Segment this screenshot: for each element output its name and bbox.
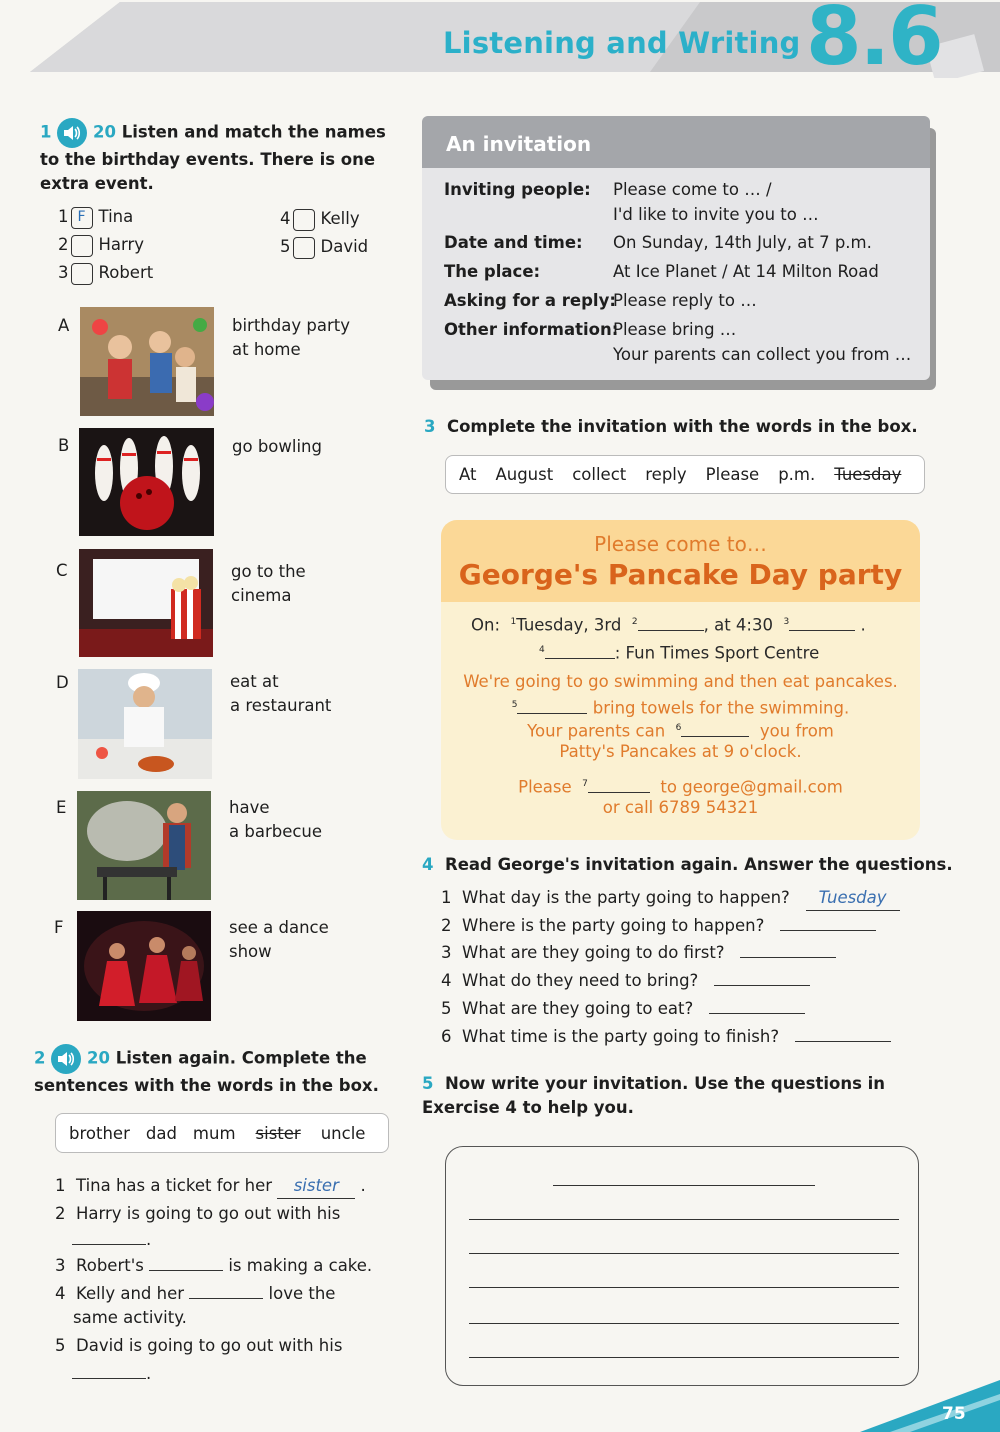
blank-number: 5	[511, 700, 518, 710]
writing-line[interactable]	[469, 1253, 899, 1254]
name-item-3	[58, 261, 153, 285]
word-chip: dad	[145, 1123, 177, 1143]
event-letter: F	[54, 918, 64, 937]
info-value: On Sunday, 14th July, at 7 p.m.	[613, 233, 872, 252]
card-blank[interactable]	[789, 617, 855, 631]
ex2-sentence-1	[55, 1174, 395, 1199]
name-item-2	[58, 233, 144, 257]
word-chip-used: sister	[255, 1123, 301, 1143]
card-answer: Tuesday	[516, 615, 584, 635]
event-line: show	[229, 942, 272, 961]
question-number: 2	[441, 916, 452, 935]
sentence-text: .	[360, 1176, 366, 1195]
card-activity: We're going to go swimming and then eat pancakes.	[463, 672, 898, 691]
info-value: Please bring …	[613, 320, 737, 339]
event-text	[232, 435, 322, 459]
ex2-sentence-2-blank	[72, 1228, 151, 1252]
writing-line[interactable]	[469, 1357, 899, 1358]
name-item-4	[280, 207, 360, 231]
answer-box[interactable]	[71, 263, 93, 285]
card-text: Your parents can	[527, 721, 666, 741]
unit-number: 8.6	[806, 0, 942, 83]
answer-blank[interactable]: sister	[277, 1174, 355, 1199]
answer-blank[interactable]	[740, 942, 836, 958]
sentence-number: 2	[55, 1204, 66, 1223]
info-value: Your parents can collect you from …	[613, 345, 912, 364]
answer-blank[interactable]: Tuesday	[806, 886, 900, 911]
ex3-instruction-text: Complete the invitation with the words in the box.	[446, 417, 918, 436]
card-text: Please	[518, 777, 572, 797]
question-number: 4	[441, 971, 452, 990]
photo-cinema	[79, 549, 213, 657]
question-text: What day is the party going to happen?	[462, 888, 790, 907]
ex2-number: 2	[34, 1048, 46, 1068]
card-blank[interactable]	[517, 700, 587, 714]
ex2-track: 20	[86, 1048, 110, 1068]
question-text: What are they going to do first?	[462, 943, 725, 962]
answer-box[interactable]	[293, 209, 315, 231]
question-number: 6	[441, 1027, 452, 1046]
photo-restaurant	[78, 669, 212, 779]
name-label: Tina	[98, 207, 134, 226]
sentence-number: 3	[55, 1256, 66, 1275]
event-line: a restaurant	[230, 696, 332, 715]
ex2-sentence-3	[55, 1254, 395, 1278]
event-line: eat at	[230, 672, 279, 691]
event-letter: E	[56, 798, 67, 817]
name-item-1	[58, 205, 133, 229]
ex1-track: 20	[92, 122, 116, 142]
question-number: 3	[441, 943, 452, 962]
photo-birthday-party	[80, 307, 214, 416]
writing-line[interactable]	[469, 1287, 899, 1288]
ex4-question-4	[441, 969, 810, 993]
sentence-text: Kelly and her	[76, 1284, 185, 1303]
word-chip: Please	[705, 465, 760, 484]
info-value: Please come to … /	[613, 180, 772, 199]
sentence-text: .	[146, 1364, 152, 1383]
ex2-sentence-5	[55, 1334, 375, 1358]
card-text: you from	[759, 721, 834, 741]
answer-blank[interactable]	[780, 915, 876, 931]
answer-blank[interactable]	[714, 970, 810, 986]
info-box-title: An invitation	[446, 132, 592, 156]
name-number: 1	[58, 207, 69, 226]
writing-line[interactable]	[469, 1323, 899, 1324]
card-blank[interactable]	[545, 645, 615, 659]
question-number: 1	[441, 888, 452, 907]
word-chip: mum	[192, 1123, 236, 1143]
ex4-question-3	[441, 941, 836, 965]
ex2-sentence-2	[55, 1202, 375, 1226]
word-chip: brother	[69, 1123, 130, 1143]
name-number: 3	[58, 263, 69, 282]
writing-area[interactable]	[445, 1146, 919, 1386]
blank-number: 2	[631, 617, 638, 627]
ex5-instruction-text: Now write your invitation. Use the questions in Exercise 4 to help you.	[422, 1074, 886, 1117]
word-chip: August	[495, 465, 554, 484]
card-blank[interactable]	[638, 617, 704, 631]
party-invitation-card	[441, 520, 920, 840]
event-line: go to the	[231, 562, 306, 581]
info-key: The place:	[444, 262, 541, 281]
sentence-text: Tina has a ticket for her	[76, 1176, 273, 1195]
word-chip: reply	[645, 465, 687, 484]
card-text: .	[860, 615, 866, 635]
writing-line[interactable]	[469, 1219, 899, 1220]
sentence-text: is making a cake.	[228, 1256, 373, 1275]
info-value: At Ice Planet / At 14 Milton Road	[613, 262, 879, 281]
question-number: 5	[441, 999, 452, 1018]
event-letter: A	[58, 316, 70, 335]
name-label: Robert	[98, 263, 154, 282]
ex4-question-2	[441, 914, 876, 938]
answer-box[interactable]	[71, 235, 93, 257]
event-letter: B	[58, 436, 70, 455]
audio-icon[interactable]	[57, 118, 87, 148]
event-line: birthday party	[232, 316, 350, 335]
ex2-sentence-4-cont: same activity.	[73, 1308, 187, 1327]
sentence-text: love the	[268, 1284, 336, 1303]
question-text: Where is the party going to happen?	[462, 916, 765, 935]
sentence-text: David is going to go out with his	[76, 1336, 343, 1355]
event-text	[230, 670, 331, 718]
card-blank[interactable]	[588, 779, 650, 793]
event-line: see a dance	[229, 918, 329, 937]
blank-number: 4	[539, 645, 545, 655]
photo-bowling	[79, 428, 214, 536]
card-text: : Fun Times Sport Centre	[614, 643, 820, 663]
ex4-number: 4	[422, 855, 434, 874]
word-chip-used: Tuesday	[834, 465, 902, 484]
ex3-number: 3	[424, 417, 436, 436]
card-line-date	[471, 610, 866, 638]
event-text	[229, 916, 329, 964]
page-number: 75	[942, 1404, 966, 1424]
answer-box[interactable]	[293, 237, 315, 259]
word-chip: p.m.	[778, 465, 816, 484]
ex2-sentence-4	[55, 1282, 395, 1306]
info-value: Please reply to …	[613, 291, 757, 310]
event-text	[232, 314, 350, 362]
card-title: George's Pancake Day party	[458, 558, 903, 591]
name-number: 2	[58, 235, 69, 254]
ex2-instruction-text: Listen again. Complete the sentences with the words in the box.	[34, 1048, 379, 1095]
event-line: cinema	[231, 586, 292, 605]
sentence-text: .	[146, 1230, 152, 1249]
sentence-number: 1	[55, 1176, 66, 1195]
word-chip: At	[459, 465, 477, 484]
answer-blank[interactable]	[72, 1363, 146, 1379]
sentence-text: Harry is going to go out with his	[76, 1204, 341, 1223]
answer-blank[interactable]	[795, 1026, 891, 1042]
card-phone: or call 6789 54321	[602, 798, 759, 817]
name-item-5	[280, 235, 368, 259]
event-text	[229, 796, 322, 844]
card-text: On:	[471, 615, 501, 635]
page-title: Listening and Writing	[443, 26, 801, 60]
question-text: What time is the party going to finish?	[462, 1027, 780, 1046]
ex5-instruction	[422, 1072, 932, 1120]
name-label: David	[320, 237, 369, 256]
question-text: What are they going to eat?	[462, 999, 694, 1018]
card-text: bring towels for the swimming.	[592, 698, 850, 718]
event-line: a barbecue	[229, 822, 323, 841]
ex2-sentence-5-blank	[72, 1362, 151, 1386]
ex1-instruction-text: Listen and match the names to the birthday events. There is one extra event.	[40, 122, 386, 193]
info-key: Other information:	[444, 320, 619, 339]
event-text	[231, 560, 306, 608]
event-line: have	[229, 798, 270, 817]
ex1-number: 1	[40, 122, 52, 142]
invitation-info-box	[422, 116, 930, 380]
ex4-question-5	[441, 997, 805, 1021]
ex4-instruction	[422, 853, 953, 877]
ex5-number: 5	[422, 1074, 434, 1093]
info-key: Asking for a reply:	[444, 291, 616, 310]
blank-number: 3	[783, 617, 790, 627]
ex4-instruction-text: Read George's invitation again. Answer the questions.	[444, 855, 953, 874]
ex3-word-box	[445, 455, 925, 494]
info-key: Inviting people:	[444, 180, 591, 199]
blank-number: 1	[510, 617, 517, 627]
photo-barbecue	[77, 791, 211, 900]
card-blank[interactable]	[681, 723, 749, 737]
answer-blank[interactable]	[72, 1229, 146, 1245]
event-line: go bowling	[232, 437, 322, 456]
answer-blank[interactable]	[709, 998, 805, 1014]
audio-icon[interactable]	[51, 1044, 81, 1074]
name-label: Harry	[98, 235, 145, 254]
word-chip: uncle	[320, 1123, 366, 1143]
question-text: What do they need to bring?	[462, 971, 699, 990]
name-number: 5	[280, 237, 291, 256]
writing-line[interactable]	[553, 1185, 815, 1186]
ex4-question-1	[441, 886, 900, 911]
ex2-word-box	[55, 1113, 389, 1153]
card-text: , at 4:30	[703, 615, 773, 635]
answer-blank[interactable]	[149, 1255, 223, 1271]
ex1-instruction	[40, 118, 400, 196]
ex4-question-6	[441, 1025, 891, 1049]
card-collect-place: Patty's Pancakes at 9 o'clock.	[559, 742, 802, 761]
answer-box[interactable]: F	[71, 207, 93, 229]
sentence-text: Robert's	[76, 1256, 144, 1275]
blank-number: 7	[582, 779, 588, 789]
event-letter: C	[56, 561, 68, 580]
card-greeting: Please come to…	[594, 532, 767, 556]
name-label: Kelly	[320, 209, 360, 228]
info-value: I'd like to invite you to …	[613, 205, 819, 224]
ex3-instruction	[424, 415, 918, 439]
event-letter: D	[56, 673, 69, 692]
page-corner-decoration	[860, 1380, 1000, 1432]
answer-blank[interactable]	[189, 1283, 263, 1299]
word-chip: collect	[572, 465, 627, 484]
sentence-number: 5	[55, 1336, 66, 1355]
ex2-instruction	[34, 1044, 384, 1098]
card-text: , 3rd	[583, 615, 622, 635]
card-text: to george@gmail.com	[660, 777, 843, 797]
card-line-place	[539, 638, 819, 666]
sentence-number: 4	[55, 1284, 66, 1303]
blank-number: 6	[675, 723, 682, 733]
info-key: Date and time:	[444, 233, 583, 252]
event-line: at home	[232, 340, 301, 359]
name-number: 4	[280, 209, 291, 228]
photo-dance-show	[77, 911, 211, 1021]
